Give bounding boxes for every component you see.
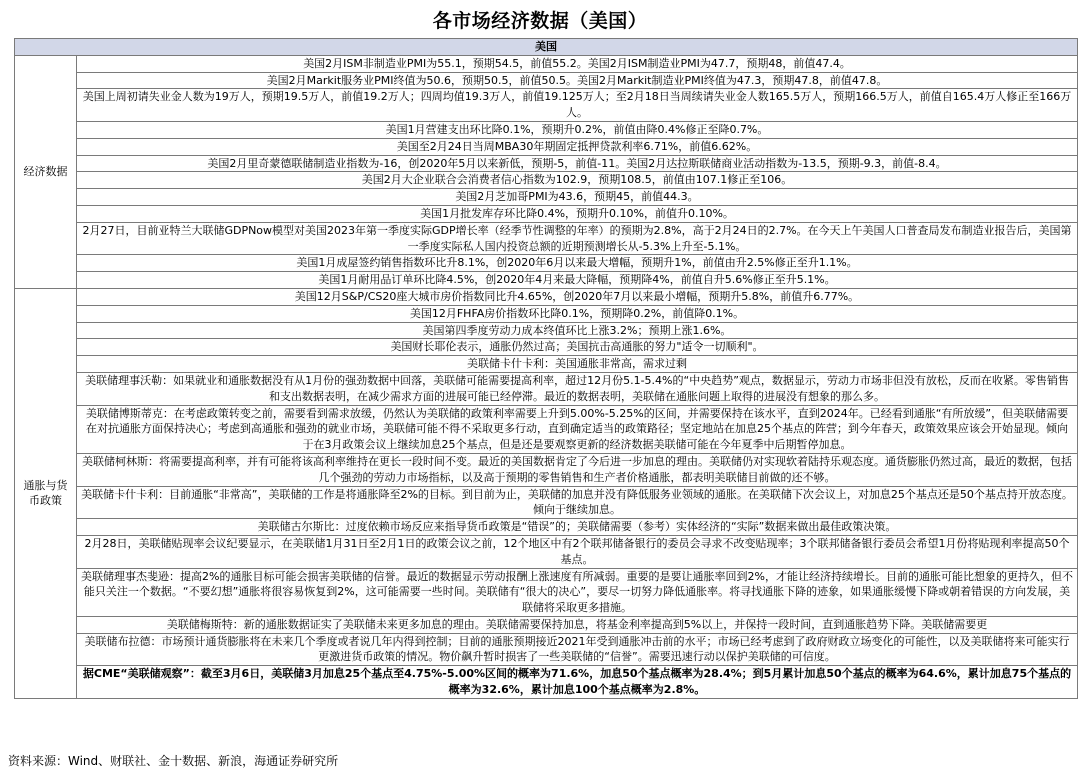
country-header: 美国 [15, 39, 1078, 56]
economic-row: 美国至2月24日当周MBA30年期固定抵押贷款利率6.71%，前值6.62%。 [77, 138, 1078, 155]
table-row [15, 205, 1078, 222]
table-row [15, 255, 1078, 272]
table-row [15, 568, 1078, 616]
table-row [15, 55, 1078, 72]
economic-row: 美国2月Markit服务业PMI终值为50.6，预期50.5，前值50.5。美国2月Markit制造业PMI终值为47.3，预期47.8，前值47.8。 [77, 72, 1078, 89]
table-row [15, 519, 1078, 536]
table-row [15, 189, 1078, 206]
page-title: 各市场经济数据（美国） [432, 10, 648, 32]
policy-row: 美联储卡什卡利：目前通胀“非常高”，美联储的工作是将通胀降至2%的目标。到目前为止，美联储的加息并没有降低服务业领域的通胀。在美联储下次会议上，对加息25个基点还是50个基点持开放态度。倾向于继续加息。 [77, 486, 1078, 519]
economic-row: 美国1月营建支出环比降0.1%，预期升0.2%，前值由降0.4%修正至降0.7%。 [77, 121, 1078, 138]
table-row [15, 121, 1078, 138]
table-row [15, 616, 1078, 633]
policy-row: 2月28日，美联储贴现率会议纪要显示，在美联储1月31日至2月1日的政策会议之前，12个地区中有2个联邦储备银行的委员会寻求不改变贴现率；3个联邦储备银行委员会希望1月份将贴现利率提高50个基点。 [77, 535, 1078, 568]
table-row [15, 155, 1078, 172]
economic-row: 美国1月耐用品订单环比降4.5%，创2020年4月来最大降幅，预期降4%，前值自升5.6%修正至升5.1%。 [77, 272, 1078, 289]
policy-row: 美联储博斯蒂克：在考虑政策转变之前，需要看到需求放缓，仍然认为美联储的政策利率需要上升到5.00%-5.25%的区间，并需要保持在该水平，直到2024年。已经看到通胀“有所放缓”，但美联储需要在对抗通胀方面保持决心；考虑到高通胀和强劲的就业市场，美联储可能不得不采取更多行动，直到确定适当的政策路径；坚定地站在加息25个基点的阵营；到今年春天，政策效果应该会开始显现。倾向于在3月政策会议上继续加息25个基点，但是还是要观察更新的经济数据美联储可能在今年夏季中后期暂停加息。 [77, 405, 1078, 453]
table-row [15, 372, 1078, 405]
table-row [15, 138, 1078, 155]
economic-row: 美国1月批发库存环比降0.4%，预期升0.10%，前值升0.10%。 [77, 205, 1078, 222]
category-economic-data: 经济数据 [15, 55, 77, 288]
table-row [15, 172, 1078, 189]
policy-row: 美国财长耶伦表示，通胀仍然过高；美国抗击高通胀的努力"适令一切顺利"。 [77, 339, 1078, 356]
table-row [15, 405, 1078, 453]
policy-row: 美国第四季度劳动力成本终值环比上涨3.2%；预期上涨1.6%。 [77, 322, 1078, 339]
policy-row: 美联储梅斯特：新的通胀数据证实了美联储未来更多加息的理由。美联储需要保持加息，将基金利率提高到5%以上，并保持一段时间，直到通胀趋势下降。美联储需要更 [77, 616, 1078, 633]
source-note: 资料来源：Wind、财联社、金十数据、新浪，海通证券研究所 [8, 754, 339, 768]
economic-row: 美国2月ISM非制造业PMI为55.1，预期54.5，前值55.2。美国2月ISM制造业PMI为47.7，预期48，前值47.4。 [77, 55, 1078, 72]
policy-row: 美联储理事杰斐逊：提高2%的通胀目标可能会损害美联储的信誉。最近的数据显示劳动报酬上涨速度有所减弱。重要的是要让通胀率回到2%，才能让经济持续增长。目前的通胀可能比想象的更持久，但不能只关注一个数据。“不要幻想”通胀将很容易恢复到2%，这可能需要一些时间。美联储有“很大的决心”，要尽一切努力降低通胀率。将寻找通胀下降的迹象，如果通胀缓慢下降或朝着错误的方向发展，美联储将采取更多措施。 [77, 568, 1078, 616]
policy-row: 美联储理事沃勒：如果就业和通胀数据没有从1月份的强劲数据中回落，美联储可能需要提高利率，超过12月份5.1-5.4%的“中央趋势”观点，数据显示，劳动力市场非但没有放松，反而在收紧。零售销售和支出数据表明，在减少需求方面的进展可能已经停滞。最近的数据表明，美联储在通胀问题上取得的进展没有想象的那么多。 [77, 372, 1078, 405]
policy-row: 美联储古尔斯比：过度依赖市场反应来指导货币政策是“错误”的；美联储需要（参考）实体经济的“实际”数据来做出最佳政策决策。 [77, 519, 1078, 536]
category-inflation-monetary-policy: 通胀与货币政策 [15, 288, 77, 698]
table-row [15, 72, 1078, 89]
table-row [15, 322, 1078, 339]
economic-row: 美国1月成屋签约销售指数环比升8.1%，创2020年6月以来最大增幅，预期升1%，前值由升2.5%修正至升1.1%。 [77, 255, 1078, 272]
table-row [15, 288, 1078, 305]
table-row [15, 305, 1078, 322]
policy-row: 美联储布拉德：市场预计通货膨胀将在未来几个季度或者说几年内得到控制；目前的通胀预期接近2021年受到通胀冲击前的水平；市场已经考虑到了政府财政立场变化的可能性，以及美联储将来可能实行更激进货币政策的情况。物价飙升暂时损害了一些美联储的“信誉”。需要迅速行动以保护美联储的可信度。 [77, 633, 1078, 666]
table-row [15, 339, 1078, 356]
economic-row: 2月27日，目前亚特兰大联储GDPNow模型对美国2023年第一季度实际GDP增长率（经季节性调整的年率）的预期为2.8%，高于2月24日的2.7%。在今天上午美国人口普查局发布制造业报告后，美国第一季度实际私人国内投资总额的近期预测增长从-5.3%上升至-5.1%。 [77, 222, 1078, 255]
table-row [15, 272, 1078, 289]
table-row [15, 633, 1078, 666]
cme-fedwatch-row: 据CME“美联储观察”：截至3月6日，美联储3月加息25个基点至4.75%-5.00%区间的概率为71.6%，加息50个基点概率为28.4%；到5月累计加息50个基点的概率为64.6%，累计加息75个基点的概率为32.6%，累计加息100个基点概率为2.8%。 [77, 666, 1078, 699]
table-header-row [15, 39, 1078, 56]
table-row [15, 666, 1078, 699]
table-row [15, 356, 1078, 373]
economic-row: 美国2月芝加哥PMI为43.6，预期45，前值44.3。 [77, 189, 1078, 206]
policy-row: 美联储卡什卡利：美国通胀非常高，需求过剩 [77, 356, 1078, 373]
economic-row: 美国2月里奇蒙德联储制造业指数为-16，创2020年5月以来新低，预期-5，前值-11。美国2月达拉斯联储商业活动指数为-13.5，预期-9.3，前值-8.4。 [77, 155, 1078, 172]
table-row [15, 89, 1078, 122]
table-row [15, 222, 1078, 255]
policy-row: 美国12月S&P/CS20座大城市房价指数同比升4.65%，创2020年7月以来最小增幅，预期升5.8%，前值升6.77%。 [77, 288, 1078, 305]
table-row [15, 486, 1078, 519]
policy-row: 美联储柯林斯：将需要提高利率，并有可能将该高利率维持在更长一段时间不变。最近的美国数据肯定了今后进一步加息的理由。美联储仍对实现软着陆持乐观态度。通货膨胀仍然过高，最近的数据，包括几个强劲的劳动力市场指标，以及高于预期的零售销售和生产者价格通胀，都表明美联储目前做的还不够。 [77, 453, 1078, 486]
table-row [15, 453, 1078, 486]
economic-row: 美国上周初请失业金人数为19万人，预期19.5万人，前值19.2万人；四周均值19.3万人，前值19.125万人；至2月18日当周续请失业金人数165.5万人，预期166.5万人，前值自165.4万人修正至166万人。 [77, 89, 1078, 122]
economic-row: 美国2月大企业联合会消费者信心指数为102.9，预期108.5，前值由107.1修正至106。 [77, 172, 1078, 189]
policy-row: 美国12月FHFA房价指数环比降0.1%，预期降0.2%，前值降0.1%。 [77, 305, 1078, 322]
table-row [15, 535, 1078, 568]
data-table [14, 38, 1078, 699]
